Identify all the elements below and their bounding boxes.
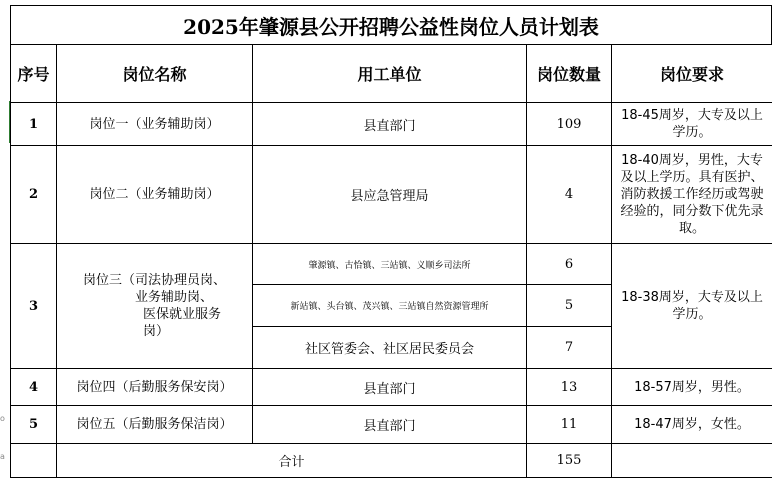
post-name-text [83,272,226,340]
cell-empty[interactable] [612,444,772,478]
table-row [11,244,772,285]
header-requirements[interactable]: 岗位要求 [612,45,772,103]
header-post-name[interactable]: 岗位名称 [57,45,253,103]
post-name-line: 岗位三（司法协理员岗、 [82,273,226,288]
header-seq[interactable]: 序号 [11,45,57,103]
cell-post-name[interactable] [57,244,253,369]
total-row [11,444,772,478]
cell-post-name[interactable]: 岗位五（后勤服务保洁岗） [57,406,253,444]
table-row [11,103,772,146]
cell-employer[interactable]: 县直部门 [253,369,527,406]
recruitment-plan-table [10,44,772,478]
post-name-line: 岗） [142,324,169,339]
cell-employer[interactable]: 县直部门 [253,103,527,146]
row-header-gutter [0,0,10,478]
cell-requirements[interactable]: 18-47周岁，女性。 [612,406,772,444]
cell-post-name[interactable]: 岗位四（后勤服务保安岗） [57,369,253,406]
cell-post-count[interactable]: 5 [527,285,612,327]
cell-empty[interactable] [11,444,57,478]
table-row [11,406,772,444]
cell-total-count[interactable]: 155 [527,444,612,478]
cell-post-name[interactable]: 岗位二（业务辅助岗） [57,146,253,244]
gutter-mark: a [0,452,5,461]
cell-requirements[interactable]: 18-57周岁，男性。 [612,369,772,406]
gutter-mark: o [0,414,5,423]
cell-employer[interactable]: 肇源镇、古恰镇、三站镇、义顺乡司法所 [253,244,527,285]
cell-employer[interactable]: 县应急管理局 [253,146,527,244]
cell-total-label[interactable]: 合计 [57,444,527,478]
cell-seq[interactable]: 5 [11,406,57,444]
header-post-count[interactable]: 岗位数量 [527,45,612,103]
cell-requirements[interactable]: 18-45周岁，大专及以上学历。 [612,103,772,146]
post-name-line: 医保就业服务 [142,307,221,322]
cell-requirements[interactable]: 18-38周岁，大专及以上学历。 [612,244,772,369]
post-name-line: 业务辅助岗、 [134,290,213,305]
cell-seq[interactable]: 2 [11,146,57,244]
cell-post-count[interactable]: 11 [527,406,612,444]
cell-post-count[interactable]: 109 [527,103,612,146]
cell-seq[interactable]: 3 [11,244,57,369]
cell-employer[interactable]: 县直部门 [253,406,527,444]
cell-post-count[interactable]: 6 [527,244,612,285]
cell-post-name[interactable]: 岗位一（业务辅助岗） [57,103,253,146]
cell-post-count[interactable]: 4 [527,146,612,244]
header-row [11,45,772,103]
cell-post-count[interactable]: 13 [527,369,612,406]
cell-post-count[interactable]: 7 [527,327,612,369]
cell-employer[interactable]: 社区管委会、社区居民委员会 [253,327,527,369]
table-row [11,369,772,406]
header-employer[interactable]: 用工单位 [253,45,527,103]
cell-seq[interactable]: 1 [11,103,57,146]
cell-requirements[interactable]: 18-40周岁，男性，大专及以上学历。具有医护、消防救援工作经历或驾驶经验的，同分数下优先录取。 [612,146,772,244]
table-title[interactable]: 2025年肇源县公开招聘公益性岗位人员计划表 [10,5,772,44]
cell-employer[interactable]: 新站镇、头台镇、茂兴镇、三站镇自然资源管理所 [253,285,527,327]
cell-seq[interactable]: 4 [11,369,57,406]
table-row [11,146,772,244]
